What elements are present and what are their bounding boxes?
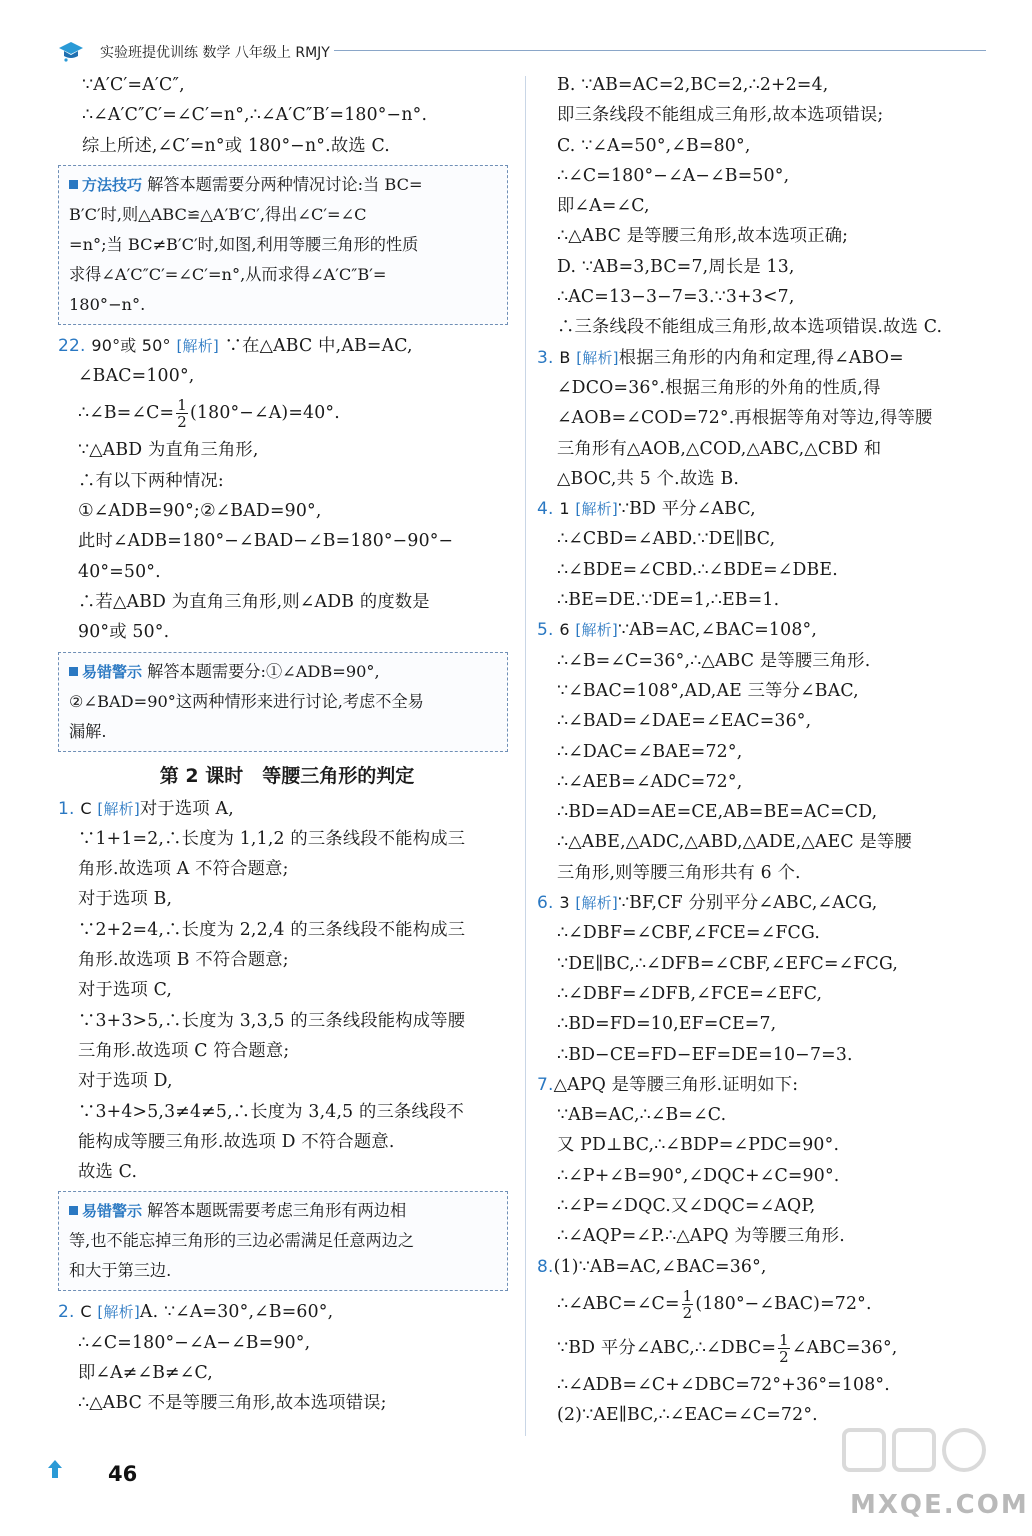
text-line: ∴∠AEB=∠ADC=72°,	[557, 771, 743, 792]
text-line-with-fraction: ∵BD 平分∠ABC,∴∠DBC= $\frac{1}{2}$ ∠ABC=36°,	[557, 1330, 898, 1366]
error-warning-box	[58, 652, 508, 752]
page-number-box	[50, 1462, 138, 1494]
text: ∵AB=AC,∠BAC=108°,	[617, 620, 818, 641]
text-line: ∵∠BAC=108°,AD,AE 三等分∠BAC,	[557, 680, 859, 701]
analysis-tag: [解析]	[97, 799, 140, 818]
right-column	[537, 70, 995, 1430]
text-line-with-fraction: ∴∠B=∠C= $\frac{1}{2}$ (180°−∠A)=40°.	[78, 396, 340, 432]
analysis-tag: [解析]	[97, 1303, 140, 1322]
text: 对于选项 A,	[139, 798, 234, 819]
text-line: ∴∠CBD=∠ABD.∵DE∥BC,	[557, 529, 776, 550]
text-line: 此时∠ADB=180°−∠BAD−∠B=180°−90°−	[78, 531, 454, 552]
text-line: ∴∠AQP=∠P.∴△APQ 为等腰三角形.	[557, 1226, 845, 1247]
tip-text: 解答本题需要分:①∠ADB=90°,	[147, 661, 380, 681]
analysis-tag: [解析]	[576, 348, 619, 367]
tip-label: 方法技巧	[82, 175, 143, 194]
answer: C	[80, 1302, 92, 1322]
text-line: 即三条线段不能组成三角形,故本选项错误;	[557, 105, 884, 126]
question-number: 4.	[537, 499, 554, 520]
tip-text: 等,也不能忘掉三角形的三边必需满足任意两边之	[69, 1231, 415, 1251]
question-number: 7.	[537, 1074, 554, 1095]
header-title: 实验班提优训练 数学 八年级上 RMJY	[100, 45, 330, 61]
tip-text: 和大于第三边.	[69, 1261, 172, 1281]
analysis-tag: [解析]	[575, 894, 618, 913]
tip-text: 解答本题需要分两种情况讨论:当 BC=	[147, 174, 423, 194]
question-3-first-line	[537, 343, 995, 373]
error-warning-box	[58, 1191, 508, 1291]
question-8-first-line	[537, 1252, 995, 1282]
fraction: $\frac{1}{2}$	[682, 1286, 693, 1322]
text: 根据三角形的内角和定理,得∠ABO=	[618, 347, 904, 368]
method-tip-box	[58, 165, 508, 325]
square-bullet-icon	[69, 1206, 78, 1215]
text-line: ∵1+1=2,∴长度为 1,1,2 的三条线段不能构成三	[78, 828, 466, 849]
tip-text: 漏解.	[69, 721, 107, 741]
text-line: 即∠A=∠C,	[557, 196, 650, 217]
answer: B	[559, 347, 571, 367]
text-line: 三角形,则等腰三角形共有 6 个.	[557, 862, 801, 883]
question-number: 2.	[58, 1302, 75, 1323]
text-line: ∴AC=13−3−7=3.∵3+3<7,	[557, 287, 795, 308]
text-line: ∴∠P=∠DQC.又∠DQC=∠AQP,	[557, 1195, 816, 1216]
text-line: 三角形.故选项 C 符合题意;	[78, 1040, 290, 1061]
text-line: ∴∠B=∠C=36°,∴△ABC 是等腰三角形.	[557, 650, 871, 671]
text-line: ∵DE∥BC,∴∠DFB=∠CBF,∠EFC=∠FCG,	[557, 953, 899, 974]
text-line: ∴三条线段不能组成三角形,故本选项错误.故选 C.	[557, 317, 943, 338]
question-number: 8.	[537, 1256, 554, 1277]
answer: 1	[559, 499, 570, 519]
text-line: ∠BAC=100°,	[78, 366, 195, 387]
left-column	[58, 70, 516, 1419]
text-line: 40°=50°.	[78, 561, 161, 582]
text-line: ①∠ADB=90°;②∠BAD=90°,	[78, 501, 322, 522]
text-line: ∴BD=AD=AE=CE,AB=BE=AC=CD,	[557, 802, 878, 823]
tip-text: 180°−n°.	[69, 294, 146, 314]
graduation-cap-icon	[58, 40, 84, 62]
column-divider	[525, 76, 526, 1436]
text-line: 能构成等腰三角形.故选项 D 不符合题意.	[78, 1131, 395, 1152]
text-line: 对于选项 B,	[78, 889, 173, 910]
text-line: ∴△ABC 是等腰三角形,故本选项正确;	[557, 226, 849, 247]
text-line: ∴△ABC 不是等腰三角形,故本选项错误;	[78, 1393, 387, 1414]
text-line: ∵2+2=4,∴长度为 2,2,4 的三条线段不能构成三	[78, 919, 466, 940]
tip-label: 易错警示	[82, 662, 143, 681]
question-2-first-line	[58, 1297, 516, 1327]
text-line: C. ∵∠A=50°,∠B=80°,	[557, 135, 751, 156]
text-line: ∵3+4>5,3≠4≠5,∴长度为 3,4,5 的三条线段不	[78, 1101, 464, 1122]
answer: C	[80, 798, 92, 818]
text-line: ∴BD−CE=FD−EF=DE=10−7=3.	[557, 1044, 853, 1065]
text-line: ∴BD=FD=10,EF=CE=7,	[557, 1014, 777, 1035]
text: A. ∵∠A=30°,∠B=60°,	[139, 1302, 334, 1323]
text-line: 角形.故选项 B 不符合题意;	[78, 950, 289, 971]
text-line: ∠AOB=∠COD=72°.再根据等角对等边,得等腰	[557, 408, 933, 429]
text-line: ∵3+3>5,∴长度为 3,3,5 的三条线段能构成等腰	[78, 1010, 466, 1031]
text-line: ∴若△ABD 为直角三角形,则∠ADB 的度数是	[78, 591, 430, 612]
question-6-first-line	[537, 888, 995, 918]
question-number: 5.	[537, 620, 554, 641]
watermark-text: MXQE.COM	[850, 1490, 1029, 1520]
square-bullet-icon	[69, 180, 78, 189]
tip-text: =n°;当 BC≠B′C′时,如图,利用等腰三角形的性质	[69, 234, 419, 254]
text-line: ∠DCO=36°.根据三角形的外角的性质,得	[557, 377, 881, 398]
header-rule	[334, 50, 986, 51]
text-line: D. ∵AB=3,BC=7,周长是 13,	[557, 256, 795, 277]
text-line: ∴∠DBF=∠DFB,∠FCE=∠EFC,	[557, 983, 823, 1004]
fraction: $\frac{1}{2}$	[779, 1330, 789, 1366]
question-7-first-line	[537, 1070, 995, 1100]
tip-text: B′C′时,则△ABC≌△A′B′C′,得出∠C′=∠C	[69, 204, 367, 224]
tip-text: 求得∠A′C″C′=∠C′=n°,从而求得∠A′C″B′=	[69, 264, 387, 284]
text-line: 90°或 50°.	[78, 622, 170, 643]
fraction: $\frac{1}{2}$	[177, 396, 187, 432]
text: ∵在△ABC 中,AB=AC,	[224, 335, 413, 356]
text-line: ∴∠BAD=∠DAE=∠EAC=36°,	[557, 711, 812, 732]
text: △APQ 是等腰三角形.证明如下:	[553, 1074, 799, 1095]
text-line: ∴△ABE,△ADC,△ABD,△ADE,△AEC 是等腰	[557, 832, 912, 853]
text-line: ∴∠ADB=∠C+∠DBC=72°+36°=108°.	[557, 1374, 890, 1395]
analysis-tag: [解析]	[575, 500, 618, 519]
analysis-tag: [解析]	[575, 621, 618, 640]
question-number: 1.	[58, 798, 75, 819]
text-line: 又 PD⊥BC,∴∠BDP=∠PDC=90°.	[557, 1135, 840, 1156]
text-line: ∴BE=DE.∵DE=1,∴EB=1.	[557, 590, 780, 611]
section-title: 第 2 课时 等腰三角形的判定	[159, 764, 415, 787]
text-line: ∴∠C=180°−∠A−∠B=50°,	[557, 165, 790, 186]
text-line: ∴有以下两种情况:	[78, 470, 224, 491]
text: (1)∵AB=AC,∠BAC=36°,	[553, 1256, 767, 1277]
text-line: 故选 C.	[78, 1162, 138, 1183]
text-line: ∴∠DBF=∠CBF,∠FCE=∠FCG.	[557, 923, 821, 944]
answer: 3	[559, 893, 570, 913]
text-line: B. ∵AB=AC=2,BC=2,∴2+2=4,	[557, 75, 829, 95]
text-line: ∵AB=AC,∴∠B=∠C.	[557, 1105, 727, 1126]
text-line: 对于选项 D,	[78, 1071, 173, 1092]
text-line: (2)∵AE∥BC,∴∠EAC=∠C=72°.	[557, 1405, 818, 1426]
text-line-with-fraction: ∴∠ABC=∠C= $\frac{1}{2}$ (180°−∠BAC)=72°.	[557, 1286, 872, 1322]
question-number: 3.	[537, 347, 554, 368]
page-header	[44, 38, 994, 68]
question-number: 22.	[58, 335, 86, 356]
text-line: 综上所述,∠C′=n°或 180°−n°.故选 C.	[82, 135, 390, 156]
tip-text: ②∠BAD=90°这两种情形来进行讨论,考虑不全易	[69, 691, 424, 711]
page-number: 46	[108, 1462, 138, 1486]
text-line: ∴∠BDE=∠CBD.∴∠BDE=∠DBE.	[557, 559, 838, 580]
text-line: ∴∠DAC=∠BAE=72°,	[557, 741, 743, 762]
question-number: 6.	[537, 893, 554, 914]
tip-label: 易错警示	[82, 1202, 143, 1221]
text: ∵BF,CF 分别平分∠ABC,∠ACG,	[617, 893, 878, 914]
text: ∵BD 平分∠ABC,	[617, 499, 756, 520]
square-bullet-icon	[69, 667, 78, 676]
answer: 90°或 50°	[91, 335, 171, 355]
question-5-first-line	[537, 615, 995, 645]
answer: 6	[559, 620, 570, 640]
question-1-first-line	[58, 794, 516, 824]
tip-text: 解答本题既需要考虑三角形有两边相	[147, 1201, 407, 1221]
text-line: 三角形有△AOB,△COD,△ABC,△CBD 和	[557, 438, 882, 459]
text-line: ∴∠C=180°−∠A−∠B=90°,	[78, 1332, 311, 1353]
analysis-tag: [解析]	[176, 336, 219, 355]
text-line: ∴∠A′C″C′=∠C′=n°,∴∠A′C″B′=180°−n°.	[82, 105, 428, 126]
question-22-first-line	[58, 331, 516, 361]
text-line: 对于选项 C,	[78, 980, 173, 1001]
text-line: △BOC,共 5 个.故选 B.	[557, 468, 740, 489]
text-line: ∵A′C′=A′C″,	[82, 75, 185, 95]
question-4-first-line	[537, 494, 995, 524]
text-line: 角形.故选项 A 不符合题意;	[78, 859, 289, 880]
text-line: ∴∠P+∠B=90°,∠DQC+∠C=90°.	[557, 1165, 840, 1186]
text-line: ∵△ABD 为直角三角形,	[78, 440, 259, 461]
text-line: 即∠A≠∠B≠∠C,	[78, 1363, 213, 1384]
